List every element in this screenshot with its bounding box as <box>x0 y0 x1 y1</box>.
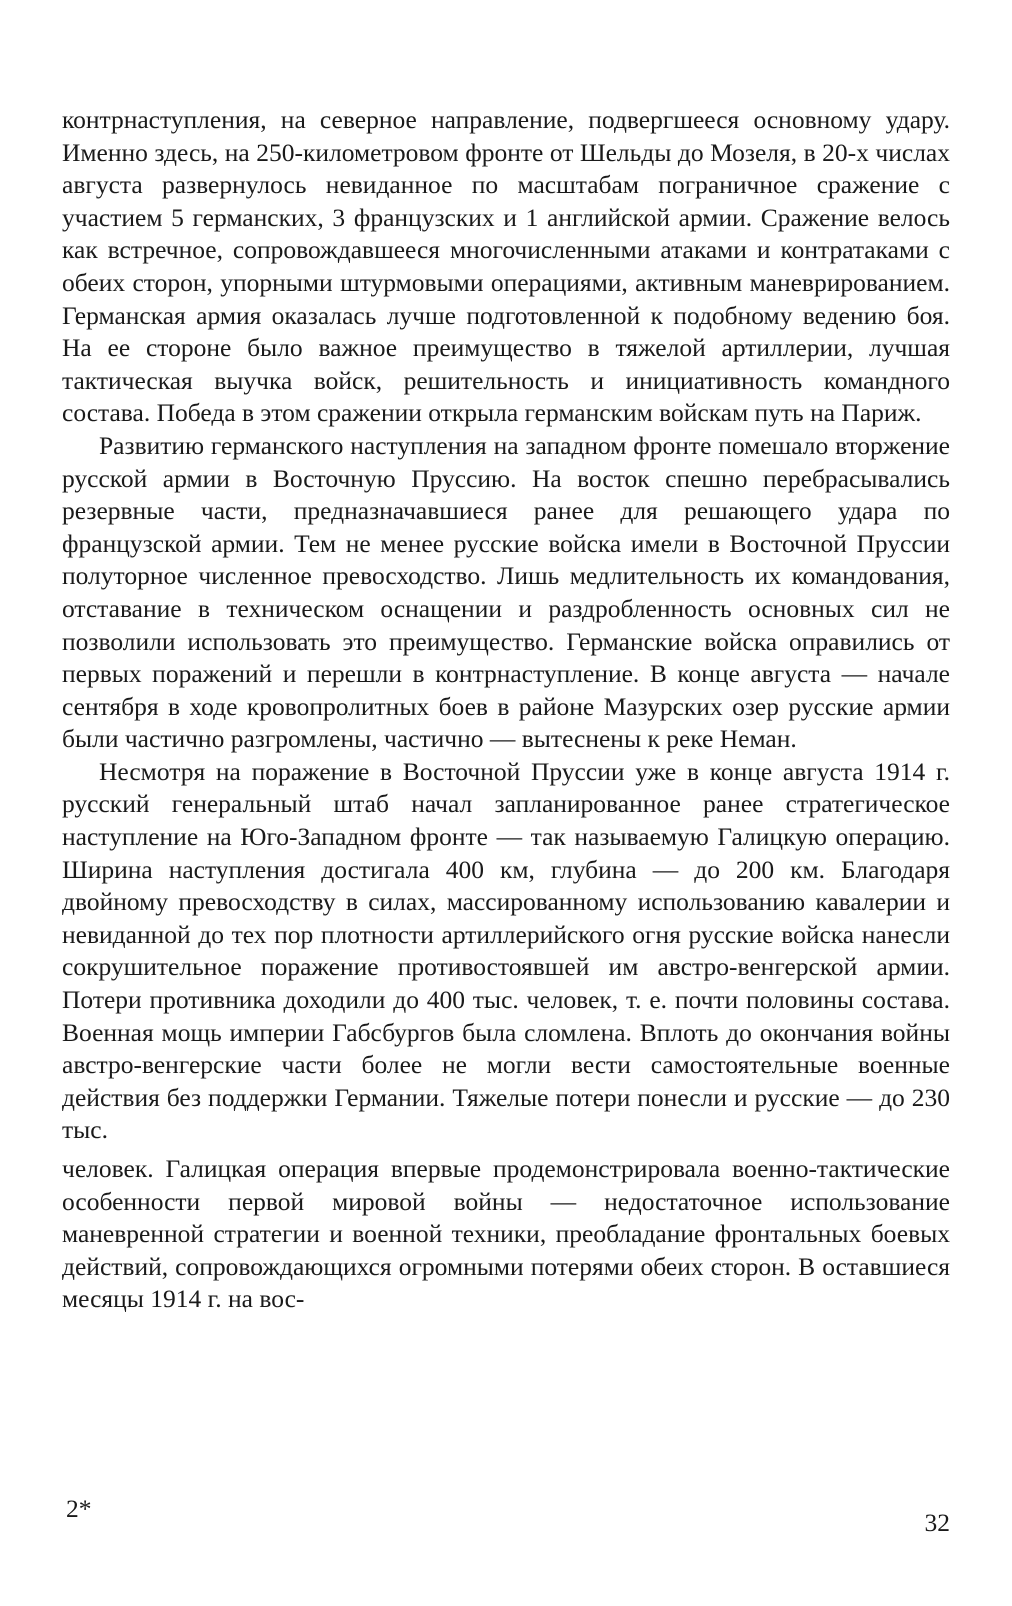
page-body <box>62 104 950 1316</box>
paragraph-war-features: человек. Галицкая операция впервые продемонстрировала военно-тактические особенности первой мировой войны — недостаточное использование маневренной стратегии и военной техники, преобладание фронтальных боевых действий, сопровождающихся огромными потерями обеих сторон. В оставшиеся месяцы 1914 г. на вос- <box>62 1154 950 1314</box>
page-number: 32 <box>924 1508 950 1537</box>
paragraph-border-battle: контрнаступления, на северное направление, подвергшееся основному удару. Именно здесь, на 250-километровом фронте от Шельды до Мозеля, в 20-х числах августа развернулось невиданное по масштабам пограничное сражение с участием 5 германских, 3 французских и 1 английской армии. Сражение велось как встречное, сопровождавшееся многочисленными атаками и контратаками с обеих сторон, упорными штурмовыми операциями, активным маневрированием. Германская армия оказалась лучше подготовленной к подобному ведению боя. На ее стороне было важное преимущество в тяжелой артиллерии, лучшая тактическая выучка войск, решительность и инициативность командного состава. Победа в этом сражении открыла германским войскам путь на Париж. <box>62 105 950 428</box>
signature-mark: 2* <box>66 1494 92 1523</box>
paragraph-galician-operation: Несмотря на поражение в Восточной Пруссии уже в конце августа 1914 г. русский генеральный штаб начал запланированное ранее стратегическое наступление на Юго-Западном фронте — так называемую Галицкую операцию. Ширина наступления достигала 400 км, глубина — до 200 км. Благодаря двойному превосходству в силах, массированному использованию кавалерии и невиданной до тех пор плотности артиллерийского огня русские войска нанесли сокрушительное поражение противостоявшей им австро-венгерской армии. Потери противника доходили до 400 тыс. человек, т. е. почти половины состава. Военная мощь империи Габсбургов была сломлена. Вплоть до окончания войны австро-венгерские части более не могли вести самостоятельные военные действия без поддержки Германии. Тяжелые потери понесли и русские — до 230 тыс. <box>62 756 950 1145</box>
paragraph-east-prussia: Развитию германского наступления на западном фронте помешало вторжение русской армии в Восточную Пруссию. На восток спешно перебрасывались резервные части, предназначавшиеся ранее для решающего удара по французской армии. Тем не менее русские войска имели в Восточной Пруссии полуторное численное превосходство. Лишь медлительность их командования, отставание в техническом оснащении и раздробленность основных сил не позволили использовать это преимущество. Германские войска оправились от первых поражений и перешли в контрнаступление. В конце августа — начале сентября в ходе кровопролитных боев в районе Мазурских озер русские армии были частично разгромлены, частично — вытеснены к реке Неман. <box>62 430 950 754</box>
